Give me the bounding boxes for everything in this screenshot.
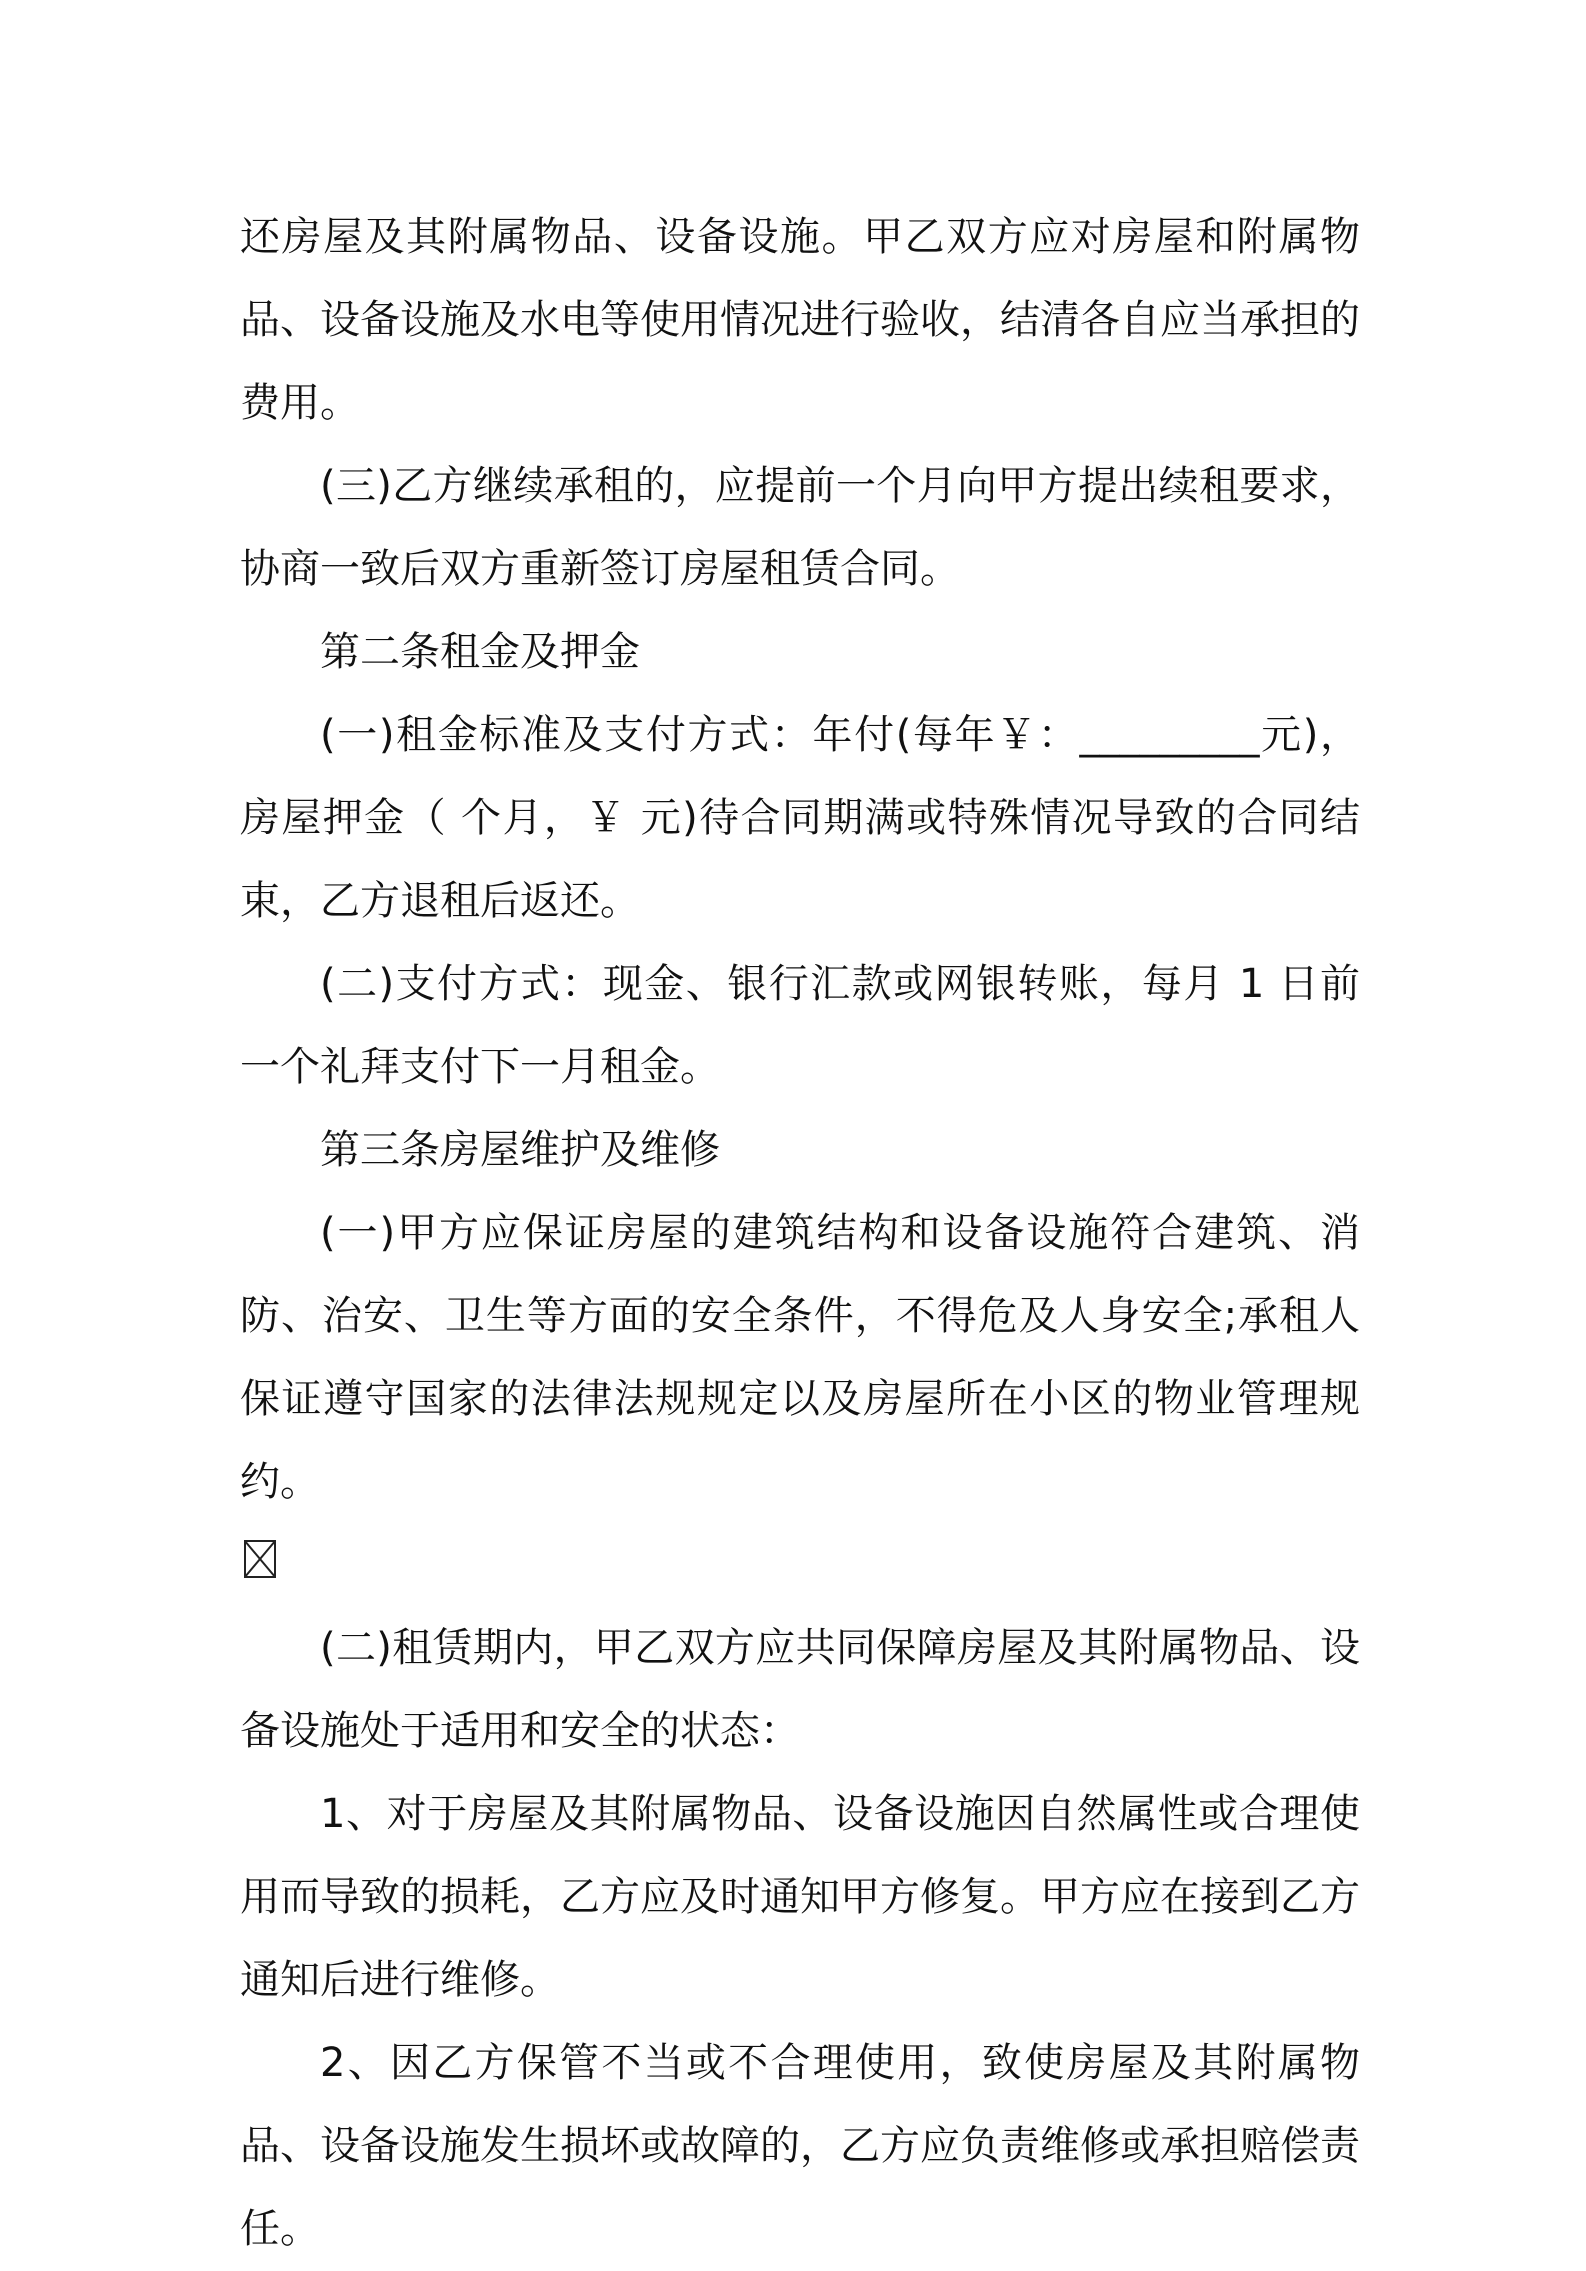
paragraph-joint-maintenance: (二)租赁期内，甲乙双方应共同保障房屋及其附属物品、设备设施处于适用和安全的状态：: [240, 1625, 1360, 1754]
document-body: [240, 196, 1360, 2271]
paragraph-rent-standard: (一)租金标准及支付方式：年付(每年￥：_________元)，房屋押金（ 个月，￥ 元)待合同期满或特殊情况导致的合同结束，乙方退租后返还。: [240, 712, 1360, 924]
paragraph-payment-method: (二)支付方式：现金、银行汇款或网银转账，每月 1 日前一个礼拜支付下一月租金。: [240, 961, 1360, 1090]
paragraph-landlord-safety: (一)甲方应保证房屋的建筑结构和设备设施符合建筑、消防、治安、卫生等方面的安全条件，不得危及人身安全;承租人保证遵守国家的法律法规规定以及房屋所在小区的物业管理规约。: [240, 1210, 1360, 1505]
paragraph-return-property: 还房屋及其附属物品、设备设施。甲乙双方应对房屋和附属物品、设备设施及水电等使用情况进行验收，结清各自应当承担的费用。: [240, 214, 1360, 426]
paragraph-natural-wear: 1、对于房屋及其附属物品、设备设施因自然属性或合理使用而导致的损耗，乙方应及时通知甲方修复。甲方应在接到乙方通知后进行维修。: [240, 1791, 1360, 2003]
paragraph-tenant-damage: 2、因乙方保管不当或不合理使用，致使房屋及其附属物品、设备设施发生损坏或故障的，乙方应负责维修或承担赔偿责任。: [240, 2040, 1360, 2252]
missing-glyph-icon: [244, 1540, 276, 1578]
section-heading-rent-deposit: 第二条租金及押金: [320, 629, 640, 675]
paragraph-renewal: (三)乙方继续承租的，应提前一个月向甲方提出续租要求，协商一致后双方重新签订房屋租赁合同。: [240, 463, 1360, 592]
section-heading-maintenance: 第三条房屋维护及维修: [320, 1127, 720, 1173]
